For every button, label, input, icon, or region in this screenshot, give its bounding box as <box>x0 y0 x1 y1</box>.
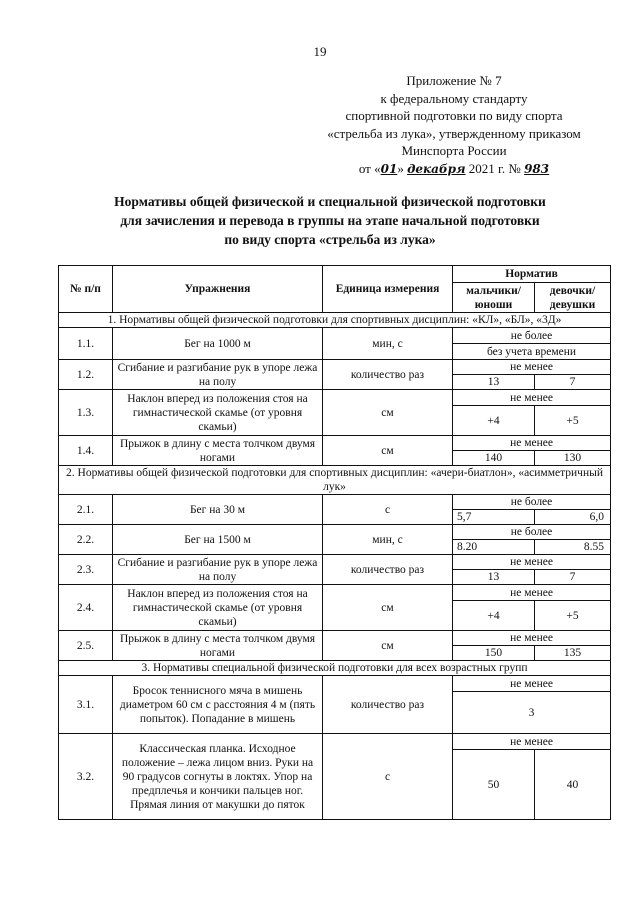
row-2-2-boys: 8.20 <box>453 540 535 555</box>
row-2-4-condition: не менее <box>453 585 611 601</box>
row-1-2-unit: количество раз <box>323 360 453 390</box>
appendix-block <box>304 72 604 178</box>
row-2-2-unit: мин, с <box>323 525 453 555</box>
norms-table <box>58 265 611 820</box>
row-1-2-num: 1.2. <box>59 360 113 390</box>
header-girls: девочки/ девушки <box>535 283 611 313</box>
appendix-line-2: к федеральному стандарту <box>380 90 528 106</box>
row-3-2-boys: 50 <box>453 750 535 820</box>
row-2-5-exercise: Прыжок в длину с места толчком двумя ногами <box>113 631 323 661</box>
section-2-title: 2. Нормативы общей физической подготовки для спортивных дисциплин: «ачери-биатлон», «асимметричный лук» <box>59 466 611 495</box>
row-2-2-exercise: Бег на 1500 м <box>113 525 323 555</box>
row-1-4-boys: 140 <box>453 451 535 466</box>
row-2-1-girls: 6,0 <box>535 510 611 525</box>
row-2-3-num: 2.3. <box>59 555 113 585</box>
row-2-1-unit: с <box>323 495 453 525</box>
header-boys: мальчики/ юноши <box>453 283 535 313</box>
appendix-line-4: «стрельба из лука», утвержденному приказом <box>327 125 581 141</box>
row-3-2-condition: не менее <box>453 734 611 750</box>
row-3-2-num: 3.2. <box>59 734 113 820</box>
row-2-3-exercise: Сгибание и разгибание рук в упоре лежа на полу <box>113 555 323 585</box>
row-1-3-boys: +4 <box>453 406 535 436</box>
row-1-1-num: 1.1. <box>59 328 113 360</box>
title-line-1: Нормативы общей физической и специальной физической подготовки <box>114 194 546 209</box>
row-2-1-num: 2.1. <box>59 495 113 525</box>
row-2-5-boys: 150 <box>453 646 535 661</box>
row-2-2-num: 2.2. <box>59 525 113 555</box>
row-2-4-unit: см <box>323 585 453 631</box>
row-3-2-girls: 40 <box>535 750 611 820</box>
row-2-4-exercise: Наклон вперед из положения стоя на гимнастической скамье (от уровня скамьи) <box>113 585 323 631</box>
section-3-title: 3. Нормативы специальной физической подготовки для всех возрастных групп <box>59 661 611 676</box>
header-num: № п/п <box>59 266 113 313</box>
row-1-3-exercise: Наклон вперед из положения стоя на гимнастической скамье (от уровня скамьи) <box>113 390 323 436</box>
date-year: 2021 г. № <box>468 160 521 176</box>
row-2-5-num: 2.5. <box>59 631 113 661</box>
row-1-2-condition: не менее <box>453 360 611 375</box>
row-2-2-girls: 8.55 <box>535 540 611 555</box>
header-unit: Единица измерения <box>323 266 453 313</box>
row-2-5-unit: см <box>323 631 453 661</box>
title-line-3: по виду спорта «стрельба из лука» <box>224 232 436 247</box>
row-2-4-girls: +5 <box>535 601 611 631</box>
date-month: декабря <box>407 161 466 176</box>
row-1-3-num: 1.3. <box>59 390 113 436</box>
row-3-2-unit: с <box>323 734 453 820</box>
row-3-2-exercise: Классическая планка. Исходное положение – лежа лицом вниз. Руки на 90 градусов согнуты в локтях. Упор на предплечья и кончики пальцев ног. Прямая линия от макушки до пяток <box>113 734 323 820</box>
section-1-title: 1. Нормативы общей физической подготовки для спортивных дисциплин: «КЛ», «БЛ», «3Д» <box>59 313 611 328</box>
date-mid: » <box>397 160 404 176</box>
row-1-2-exercise: Сгибание и разгибание рук в упоре лежа на полу <box>113 360 323 390</box>
row-1-1-condition: не более <box>453 328 611 344</box>
row-2-3-boys: 13 <box>453 570 535 585</box>
row-1-4-exercise: Прыжок в длину с места толчком двумя ногами <box>113 436 323 466</box>
row-1-4-unit: см <box>323 436 453 466</box>
date-prefix: от « <box>358 160 381 176</box>
row-1-3-girls: +5 <box>535 406 611 436</box>
row-3-1-value: 3 <box>453 692 611 734</box>
date-day: 01 <box>380 161 398 176</box>
appendix-date-line <box>359 160 549 179</box>
row-1-2-boys: 13 <box>453 375 535 390</box>
row-2-4-num: 2.4. <box>59 585 113 631</box>
title-line-2: для зачисления и перевода в группы на этапе начальной подготовки <box>120 213 540 228</box>
row-2-1-exercise: Бег на 30 м <box>113 495 323 525</box>
row-2-4-boys: +4 <box>453 601 535 631</box>
header-norm: Норматив <box>453 266 611 283</box>
header-exercise: Упражнения <box>113 266 323 313</box>
row-1-4-girls: 130 <box>535 451 611 466</box>
page-number: 19 <box>313 44 327 59</box>
row-1-3-unit: см <box>323 390 453 436</box>
row-2-3-condition: не менее <box>453 555 611 570</box>
row-2-5-condition: не менее <box>453 631 611 646</box>
row-3-1-exercise: Бросок теннисного мяча в мишень диаметром 60 см с расстояния 4 м (пять попыток). Попадание в мишень <box>113 676 323 734</box>
row-2-3-girls: 7 <box>535 570 611 585</box>
row-2-1-boys: 5,7 <box>453 510 535 525</box>
row-2-3-unit: количество раз <box>323 555 453 585</box>
date-number: 983 <box>524 161 550 176</box>
document-title <box>60 192 600 249</box>
appendix-line-5: Минспорта России <box>401 143 507 158</box>
row-1-1-value: без учета времени <box>453 344 611 360</box>
row-1-2-girls: 7 <box>535 375 611 390</box>
row-1-3-condition: не менее <box>453 390 611 406</box>
row-1-4-condition: не менее <box>453 436 611 451</box>
row-3-1-unit: количество раз <box>323 676 453 734</box>
row-1-4-num: 1.4. <box>59 436 113 466</box>
row-3-1-condition: не менее <box>453 676 611 692</box>
row-1-1-unit: мин, с <box>323 328 453 360</box>
appendix-line-3: спортивной подготовки по виду спорта <box>345 108 563 123</box>
row-1-1-exercise: Бег на 1000 м <box>113 328 323 360</box>
appendix-line-1: Приложение № 7 <box>406 73 502 88</box>
row-2-5-girls: 135 <box>535 646 611 661</box>
row-2-2-condition: не более <box>453 525 611 540</box>
row-2-1-condition: не более <box>453 495 611 510</box>
row-3-1-num: 3.1. <box>59 676 113 734</box>
